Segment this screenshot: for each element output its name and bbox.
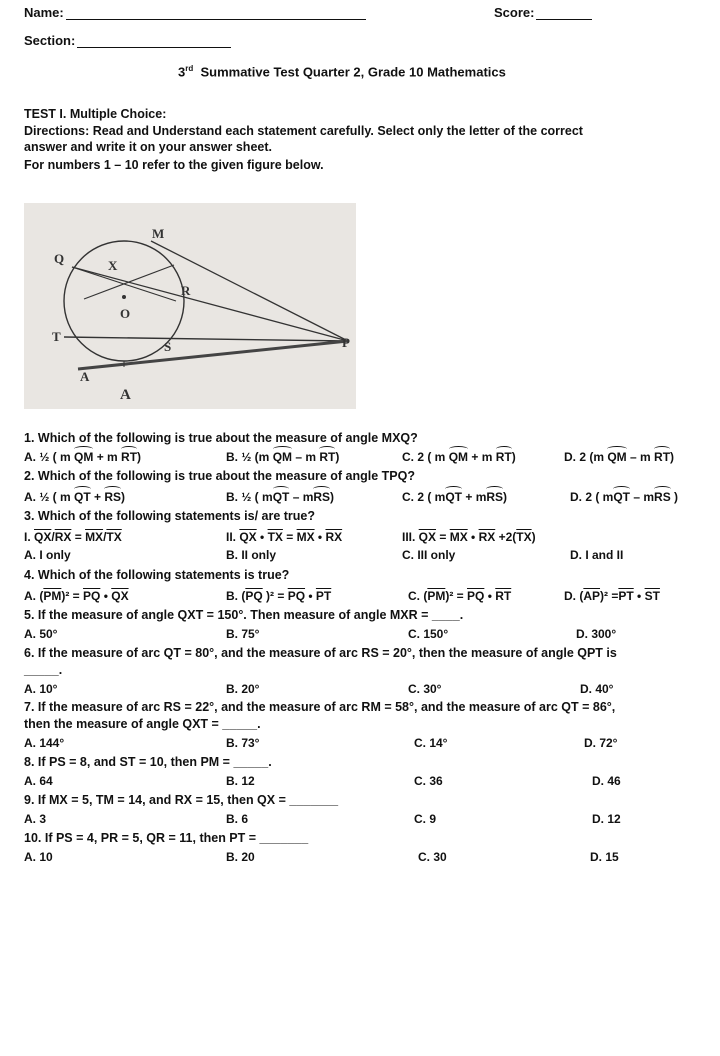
q3-statement-2: II. $\overline{QX}$ • $\overline{TX} = \overline{MX}$ • $\overline{RX}$ [226,530,343,544]
q9-options [24,812,714,827]
q6-option-d[interactable]: D. 40° [580,682,614,696]
question-7: 7. If the measure of arc RS = 22°, and the measure of arc RM = 58°, and the measure of arc QT = 86°, [24,700,616,714]
q3-statement-1: I. $\overline{QX}/\overline{RX} = \overline{MX}/\overline{TX}$ [24,530,122,544]
label-a: A [120,387,131,403]
question-4: 4. Which of the following statements is true? [24,568,290,582]
q10-option-a[interactable]: A. 10 [24,850,53,864]
q10-option-c[interactable]: C. 30 [418,850,447,864]
q7-options [24,736,714,751]
q2-option-a[interactable]: A. ½ ( m QT + RS) [24,490,126,504]
q1-option-a[interactable]: A. ½ ( m QM + m RT) [24,450,142,464]
q5-option-b[interactable]: B. 75° [226,627,260,641]
question-8: 8. If PS = 8, and ST = 10, then PM = _____. [24,755,272,769]
q1-option-d[interactable]: D. 2 (m QM – m RT) [564,450,675,464]
q5-option-a[interactable]: A. 50° [24,627,58,641]
score-line[interactable] [536,7,592,20]
q6-options [24,682,714,697]
question-6: 6. If the measure of arc QT = 80°, and the measure of arc RS = 20°, then the measure of angle QPT is [24,646,617,660]
question-7-line-2: then the measure of angle QXT = _____. [24,717,261,731]
q9-option-c[interactable]: C. 9 [414,812,437,826]
label-o: O [120,306,131,321]
q7-option-d[interactable]: D. 72° [584,736,618,750]
label-x: X [108,258,118,273]
q3-option-d[interactable]: D. I and II [570,548,624,562]
q5-option-c[interactable]: C. 150° [408,627,449,641]
label-q: Q [54,251,65,266]
q3-statement-3: III. $\overline{QX} = \overline{MX}$ • $\overline{RX} +2(\overline{TX})$ [402,530,536,544]
label-a-left: A [80,369,90,384]
q7-option-a[interactable]: A. 144° [24,736,65,750]
q8-option-b[interactable]: B. 12 [226,774,255,788]
q3-option-c[interactable]: C. III only [402,548,456,562]
q1-option-c[interactable]: C. 2 ( m QM + m RT) [402,450,516,464]
test-heading: TEST I. Multiple Choice: [24,107,167,121]
name-line[interactable] [66,7,366,20]
label-r: R [181,283,191,298]
label-s: S [164,339,172,354]
score-label: Score: [494,5,592,20]
q2-option-d[interactable]: D. 2 ( mQT – mRS ) [570,490,679,504]
q4-options [24,589,714,604]
figure-svg [24,203,356,409]
q4-option-d[interactable]: D. $(\overline{AP})^2 =\overline{PT}$ • $\overline{ST}$ [564,589,660,603]
q8-option-d[interactable]: D. 46 [592,774,621,788]
directions-line-1: Directions: Read and Understand each statement carefully. Select only the letter of the correct [24,124,583,138]
question-3: 3. Which of the following statements is/ are true? [24,509,316,523]
circle-figure [24,203,356,409]
question-5: 5. If the measure of angle QXT = 150°. Then measure of angle MXR = ____. [24,608,464,622]
q8-options [24,774,714,789]
directions-line-2: answer and write it on your answer sheet. [24,140,272,154]
q2-option-c[interactable]: C. 2 ( mQT + mRS) [402,490,508,504]
refer-note: For numbers 1 – 10 refer to the given figure below. [24,158,324,172]
q1-options [24,450,714,465]
question-2: 2. Which of the following is true about the measure of angle TPQ? [24,469,415,483]
label-m: M [152,226,165,241]
q4-option-a[interactable]: A. $(\overline{PM})^2 = \overline{PQ}$ • $\overline{QX}$ [24,589,129,603]
q8-option-c[interactable]: C. 36 [414,774,443,788]
question-10: 10. If PS = 4, PR = 5, QR = 11, then PT = _______ [24,831,309,845]
q1-option-b[interactable]: B. ½ (m QM – m RT) [226,450,340,464]
q7-option-b[interactable]: B. 73° [226,736,260,750]
q8-option-a[interactable]: A. 64 [24,774,53,788]
q3-options [24,548,714,563]
q3-option-b[interactable]: B. II only [226,548,277,562]
q10-option-d[interactable]: D. 15 [590,850,619,864]
q2-option-b[interactable]: B. ½ ( mQT – mRS) [226,490,335,504]
question-9: 9. If MX = 5, TM = 14, and RX = 15, then QX = _______ [24,793,339,807]
test-title: 3rd Summative Test Quarter 2, Grade 10 Mathematics [178,64,506,80]
q6-option-c[interactable]: C. 30° [408,682,442,696]
name-label: Name: [24,5,366,20]
q9-option-d[interactable]: D. 12 [592,812,621,826]
q5-option-d[interactable]: D. 300° [576,627,617,641]
q6-option-a[interactable]: A. 10° [24,682,58,696]
q9-option-a[interactable]: A. 3 [24,812,47,826]
section-line[interactable] [77,35,231,48]
question-6-blank[interactable]: _____. [24,663,63,677]
q3-option-a[interactable]: A. I only [24,548,71,562]
q7-option-c[interactable]: C. 14° [414,736,448,750]
section-label: Section: [24,33,231,48]
label-t: T [52,329,61,344]
q10-option-b[interactable]: B. 20 [226,850,255,864]
question-1: 1. Which of the following is true about the measure of angle MXQ? [24,431,418,445]
q2-options [24,490,714,505]
q10-options [24,850,714,865]
label-p: P [342,335,350,350]
q9-option-b[interactable]: B. 6 [226,812,249,826]
q4-option-c[interactable]: C. $(\overline{PM})^2 = \overline{PQ}$ • $\overline{RT}$ [408,589,512,603]
q3-statements [24,530,714,545]
q4-option-b[interactable]: B. ($\overline{PQ}$ )$^2 = \overline{PQ}$ • $\overline{PT}$ [226,589,332,603]
q5-options [24,627,714,642]
q6-option-b[interactable]: B. 20° [226,682,260,696]
